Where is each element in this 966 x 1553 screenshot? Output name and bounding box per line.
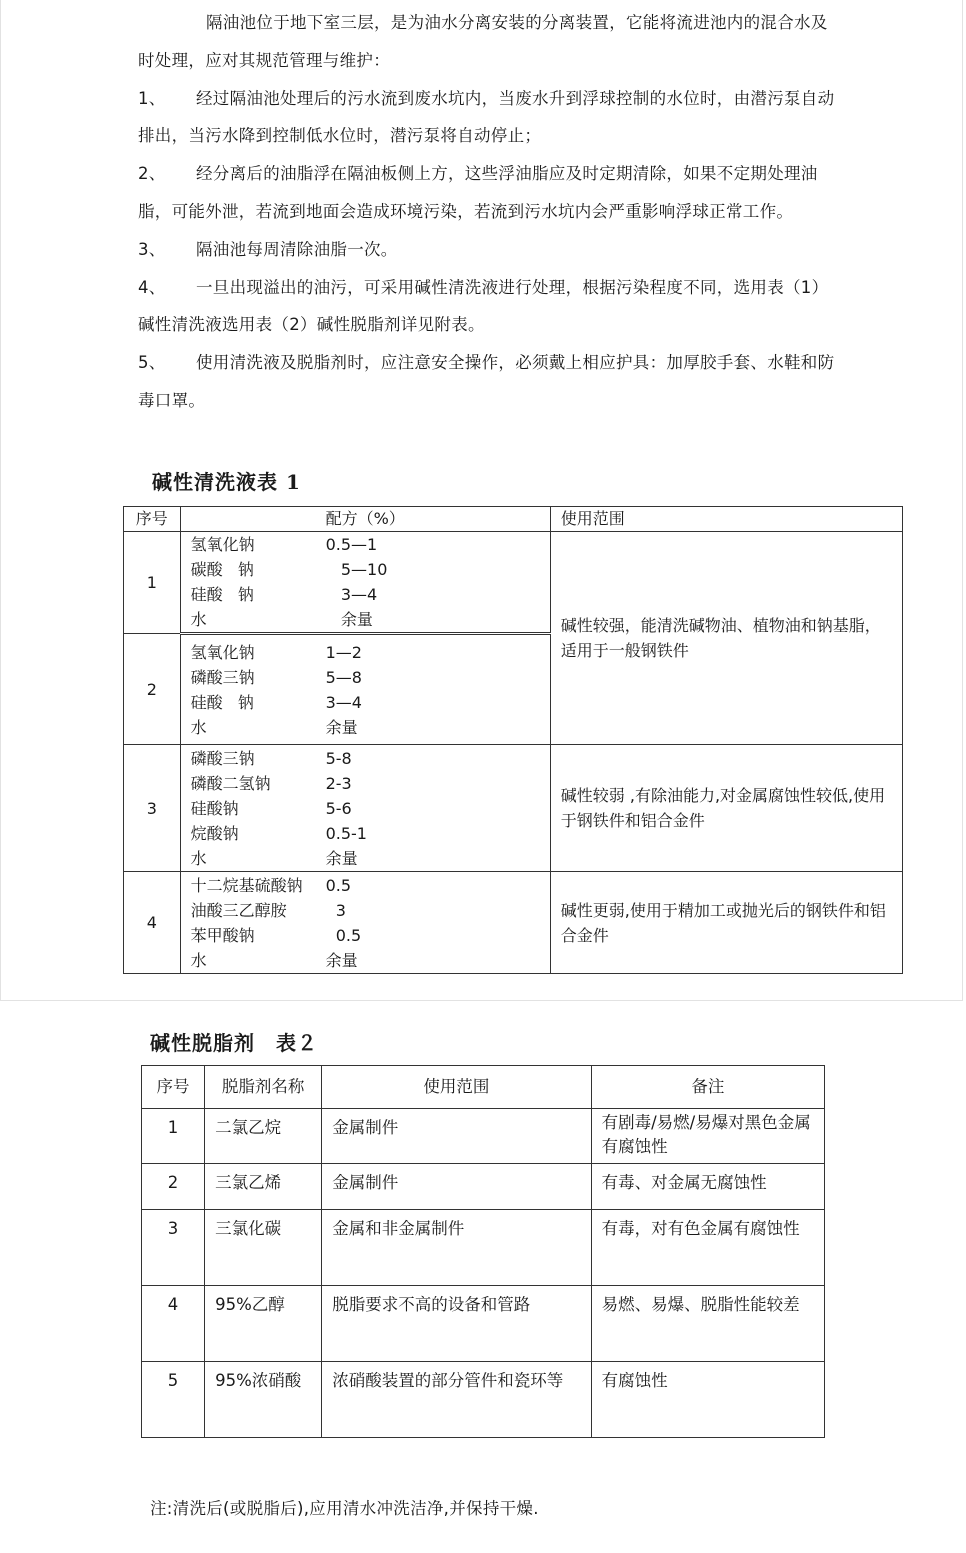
- formula-line: 水 余量: [190, 848, 358, 868]
- agent-name: 95%乙醇: [205, 1286, 322, 1362]
- row-no: 3: [142, 1210, 205, 1286]
- page-edge-bottom: [0, 1000, 963, 1001]
- list-item: [138, 344, 838, 420]
- header-formula: 配方（%）: [180, 507, 550, 532]
- table-row: [142, 1286, 825, 1362]
- agent-name: 三氯乙烯: [205, 1164, 322, 1210]
- formula-line: 水 余量: [190, 950, 358, 970]
- usage-cell: 金属和非金属制件: [322, 1210, 591, 1286]
- alkaline-cleaning-table: [123, 506, 903, 974]
- formula-line: 碳酸 钠 5—10: [190, 560, 388, 579]
- usage-cell: 金属制件: [322, 1109, 591, 1164]
- agent-name: 三氯化碳: [205, 1210, 322, 1286]
- formula-line: 水 余量: [190, 717, 358, 737]
- remark-cell: 有腐蚀性: [591, 1362, 824, 1438]
- footer-note: 注:清洗后(或脱脂后),应用清水冲洗洁净,并保持干燥.: [150, 1499, 539, 1518]
- usage-cell: 碱性较强，能清洗碱物油、植物油和钠基脂，适用于一般钢铁件: [550, 532, 902, 745]
- formula-cell: [180, 532, 550, 634]
- row-no: 1: [142, 1109, 205, 1164]
- intro-section: [138, 4, 838, 420]
- formula-cell: [180, 872, 550, 974]
- row-no: 4: [124, 872, 181, 974]
- table-header-row: [124, 507, 903, 532]
- formula-line: 磷酸三钠 5—8: [190, 667, 362, 687]
- table2-title: 碱性脱脂剂 表２: [150, 1031, 318, 1055]
- formula-cell: [180, 745, 550, 872]
- formula-line: 烷酸钠 0.5-1: [190, 823, 367, 843]
- list-item: [138, 269, 838, 345]
- row-no: 2: [142, 1164, 205, 1210]
- formula-line: 磷酸二氢钠 2-3: [190, 773, 352, 793]
- remark-cell: 有剧毒/易燃/易爆对黑色金属有腐蚀性: [591, 1109, 824, 1164]
- table-row: [142, 1362, 825, 1438]
- table-row: [142, 1210, 825, 1286]
- formula-line: 磷酸三钠 5-8: [190, 748, 352, 768]
- usage-cell: 碱性更弱,使用于精加工或抛光后的钢铁件和铝合金件: [550, 872, 902, 974]
- item-text: 隔油池每周清除油脂一次。: [196, 239, 398, 259]
- table-row: [142, 1164, 825, 1210]
- usage-cell: 脱脂要求不高的设备和管路: [322, 1286, 591, 1362]
- row-no: 4: [142, 1286, 205, 1362]
- usage-cell: 浓硝酸装置的部分管件和瓷环等: [322, 1362, 591, 1438]
- remark-cell: 有毒、对金属无腐蚀性: [591, 1164, 824, 1210]
- list-item: [138, 231, 838, 269]
- row-no: 2: [124, 634, 181, 745]
- formula-line: 苯甲酸钠 0.5: [190, 925, 362, 945]
- header-no: 序号: [124, 507, 181, 532]
- table-row: [142, 1109, 825, 1164]
- item-number: 2、: [138, 164, 166, 184]
- page-edge-right: [962, 0, 963, 1000]
- table-row: [124, 872, 903, 974]
- page-edge-left: [0, 0, 1, 1000]
- agent-name: 二氯乙烷: [205, 1109, 322, 1164]
- table-row: [124, 745, 903, 872]
- row-no: 5: [142, 1362, 205, 1438]
- formula-line: 硅酸钠 5-6: [190, 798, 352, 818]
- item-number: 3、: [138, 239, 166, 259]
- formula-cell: [180, 634, 550, 745]
- formula-line: 水 余量: [190, 610, 373, 629]
- formula-line: 硅酸 钠 3—4: [190, 692, 362, 712]
- item-text: 经分离后的油脂浮在隔油板侧上方，这些浮油脂应及时定期清除，如果不定期处理油脂，可能外泄，若流到地面会造成环境污染，若流到污水坑内会严重影响浮球正常工作。: [138, 164, 818, 221]
- list-item: [138, 80, 838, 156]
- remark-cell: 易燃、易爆、脱脂性能较差: [591, 1286, 824, 1362]
- item-number: 4、: [138, 277, 166, 297]
- formula-line: 氢氧化钠 1—2: [190, 642, 362, 662]
- header-remark: 备注: [591, 1066, 824, 1109]
- row-no: 3: [124, 745, 181, 872]
- list-item: [138, 155, 838, 231]
- header-no: 序号: [142, 1066, 205, 1109]
- item-text: 一旦出现溢出的油污，可采用碱性清洗液进行处理，根据污染程度不同，选用表（1）碱性清洗液选用表（2）碱性脱脂剂详见附表。: [138, 277, 829, 335]
- row-no: 1: [124, 532, 181, 634]
- header-usage: 使用范围: [550, 507, 902, 532]
- alkaline-degreaser-table: [141, 1065, 825, 1438]
- usage-cell: 碱性较弱 ,有除油能力,对金属腐蚀性较低,使用于钢铁件和铝合金件: [550, 745, 902, 872]
- agent-name: 95%浓硝酸: [205, 1362, 322, 1438]
- table1-title: 碱性清洗液表 1: [152, 470, 301, 494]
- table-header-row: [142, 1066, 825, 1109]
- table-row: [124, 532, 903, 634]
- formula-line: 十二烷基硫酸钠 0.5: [190, 875, 352, 895]
- intro-paragraph: 隔油池位于地下室三层，是为油水分离安装的分离装置，它能将流进池内的混合水及时处理，应对其规范管理与维护：: [138, 13, 828, 70]
- usage-cell: 金属制件: [322, 1164, 591, 1210]
- header-usage: 使用范围: [322, 1066, 591, 1109]
- item-number: 5、: [138, 353, 166, 373]
- item-text: 使用清洗液及脱脂剂时，应注意安全操作，必须戴上相应护具：加厚胶手套、水鞋和防毒口罩。: [138, 353, 835, 410]
- formula-line: 氢氧化钠 0.5—1: [190, 535, 378, 554]
- item-number: 1、: [138, 88, 166, 108]
- item-text: 经过隔油池处理后的污水流到废水坑内，当废水升到浮球控制的水位时，由潜污泵自动排出，当污水降到控制低水位时，潜污泵将自动停止；: [138, 88, 835, 146]
- formula-line: 硅酸 钠 3—4: [190, 585, 378, 604]
- remark-cell: 有毒，对有色金属有腐蚀性: [591, 1210, 824, 1286]
- header-name: 脱脂剂名称: [205, 1066, 322, 1109]
- formula-line: 油酸三乙醇胺 3: [190, 900, 346, 920]
